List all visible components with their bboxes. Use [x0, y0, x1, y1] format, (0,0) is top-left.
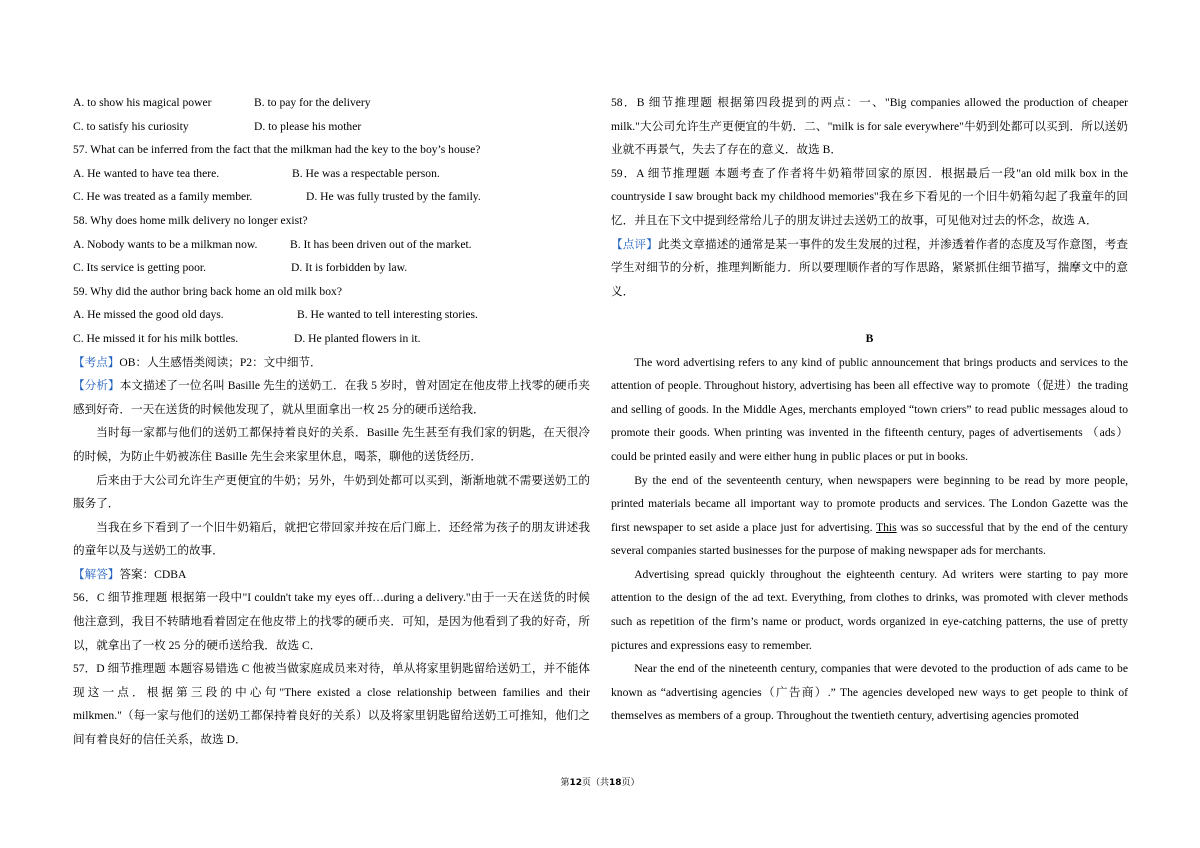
q58-option-a: A. Nobody wants to be a milkman now.: [73, 237, 258, 251]
q58-options-row-1: [73, 233, 590, 257]
q57-option-a: A. He wanted to have tea there.: [73, 166, 220, 180]
q56-option-d: D. to please his mother: [254, 119, 362, 133]
q56-option-c: C. to satisfy his curiosity: [73, 119, 189, 133]
fenxi-text: 本文描述了一位名叫 Basille 先生的送奶工．在我 5 岁时，曾对固定在他皮带上找零的硬币夹感到好奇．一天在送货的时候他发现了，就从里面拿出一枚 25 分的硬币送给我．: [73, 379, 590, 416]
dianping-tag: 【点评】: [611, 237, 659, 251]
answer-59: 59．A 细节推理题 本题考查了作者将牛奶箱带回家的原因．根据最后一段"an old milk box in the countryside I saw brought back my childhood memories"我在乡下看见的一个旧牛奶箱勾起了我童年的回忆．并且在下文中提到经常给儿子的朋友讲过去送奶工的故事，可见他对过去的怀念，故选 A．: [611, 166, 1128, 227]
right-column: [611, 91, 1128, 728]
footer-total-pages: 18: [609, 778, 622, 788]
fenxi-paragraph-3: 后来由于大公司允许生产更便宜的牛奶；另外，牛奶到处都可以买到，渐渐地就不需要送奶工的服务了．: [73, 473, 590, 511]
dianping-section: [611, 233, 1128, 304]
q57-option-b: B. He was a respectable person.: [292, 166, 440, 180]
q59-option-b: B. He wanted to tell interesting stories.: [297, 308, 478, 322]
q59-stem: 59. Why did the author bring back home an old milk box?: [73, 284, 342, 298]
passage-paragraph-3: Advertising spread quickly throughout the eighteenth century. Ad writers were starting to pay more attention to the design of the ad text. Everything, from clothes to drinks, was promoted with clever methods such as repetition of the firm’s name or product, words organized in eye-catching patterns, the use of pretty pictures and expressions easy to remember.: [611, 567, 1128, 652]
underlined-word: This: [875, 520, 897, 534]
jieda-tag: 【解答】: [73, 567, 120, 581]
q59-options-row-2: [73, 327, 590, 351]
q59-option-d: D. He planted flowers in it.: [294, 331, 421, 345]
jieda-text: 答案：CDBA: [119, 567, 187, 581]
left-column: [73, 91, 590, 752]
page-footer: [0, 775, 1200, 788]
kaodian-text: OB：人生感悟类阅读；P2：文中细节．: [119, 355, 322, 369]
fenxi-section: [73, 374, 590, 421]
q56-option-b: B. to pay for the delivery: [254, 96, 371, 109]
answer-58: 58．B 细节推理题 根据第四段提到的两点：一、"Big companies allowed the production of cheaper milk."大公司允许生产更便宜的牛奶．二、"milk is for sale everywhere"牛奶到处都可以买到．所以送奶业就不再景气，失去了存在的意义．故选 B．: [611, 96, 1128, 157]
q56-option-a: A. to show his magical power: [73, 96, 212, 109]
q57-option-c: C. He was treated as a family member.: [73, 190, 253, 204]
section-title: B: [865, 331, 874, 345]
q59-option-c: C. He missed it for his milk bottles.: [73, 331, 239, 345]
fenxi-paragraph-2: 当时每一家都与他们的送奶工都保持着良好的关系．Basille 先生甚至有我们家的钥匙，在天很冷的时候，为防止牛奶被冻住 Basille 先生会来家里休息，喝茶，聊他的送货经历．: [73, 426, 590, 463]
footer-page-number: 12: [569, 778, 582, 788]
passage-paragraph-2-after: was so successful that by the end of the century several companies started businesses for the purpose of making newspaper ads for merchants.: [611, 520, 1128, 558]
q57-option-d: D. He was fully trusted by the family.: [306, 190, 481, 204]
q59-option-a: A. He missed the good old days.: [73, 308, 224, 322]
answer-56: 56．C 细节推理题 根据第一段中"I couldn't take my eyes off…during a delivery."由于一天在送货的时候他注意到，我目不转睛地看着固定在他皮带上的找零的硬币夹．可知，是因为他看到了我的好奇，所以，就拿出了一枚 25 分的硬币送给我．故选 C．: [73, 591, 590, 652]
footer-suffix: 页）: [621, 778, 640, 788]
q56-options-row-2: [73, 115, 590, 139]
dianping-text: 此类文章描述的通常是某一事件的发生发展的过程，并渗透着作者的态度及写作意图，考查学生对细节的分析，推理判断能力．所以要理顺作者的写作思路，紧紧抓住细节描写，揣摩文中的意义．: [611, 237, 1128, 298]
q58-option-d: D. It is forbidden by law.: [291, 261, 408, 275]
q58-options-row-2: [73, 256, 590, 280]
passage-paragraph-2: [611, 469, 1128, 563]
footer-mid: 页（共: [581, 778, 609, 788]
passage-paragraph-4: Near the end of the nineteenth century, companies that were devoted to the production of ads came to be known as “advertising agencies（广告商）.” The agencies developed new ways to get people to think of themselves as members of a group. Throughout the twentieth century, advertising agencies promoted: [611, 662, 1128, 723]
fenxi-paragraph-4: 当我在乡下看到了一个旧牛奶箱后，就把它带回家并按在后门廊上．还经常为孩子的朋友讲述我的童年以及与送奶工的故事．: [73, 520, 590, 558]
q57-options-row-2: [73, 185, 590, 209]
kaodian-tag: 【考点】: [73, 355, 120, 369]
fenxi-tag: 【分析】: [73, 379, 120, 393]
answer-57: 57．D 细节推理题 本题容易错选 C 他被当做家庭成员来对待，单从将家里钥匙留给送奶工，并不能体现这一点．根据第三段的中心句"There existed a close relationship between families and their milkmen."（每一家与他们的送奶工都保持着良好的关系）以及将家里钥匙留给送奶工可推知，他们之间有着良好的信任关系，故选 D．: [73, 662, 590, 747]
q57-options-row-1: [73, 162, 590, 186]
footer-prefix: 第: [560, 778, 570, 788]
q58-option-c: C. Its service is getting poor.: [73, 261, 206, 275]
q58-stem: 58. Why does home milk delivery no longer exist?: [73, 213, 308, 227]
q56-options-row-1: [73, 91, 590, 115]
q58-option-b: B. It has been driven out of the market.: [290, 237, 472, 251]
jieda-section: [73, 563, 590, 587]
passage-paragraph-2-before: By the end of the seventeenth century, when newspapers were beginning to be read by more people, printed materials became all important way to promote products and services. The London Gazette was the first newspaper to set aside a place just for advertising.: [611, 473, 1128, 534]
kaodian-section: [73, 351, 590, 375]
q57-stem: 57. What can be inferred from the fact that the milkman had the key to the boy’s house?: [73, 143, 481, 157]
passage-paragraph-1: The word advertising refers to any kind of public announcement that brings products and services to the attention of people. Throughout history, advertising has been all effective way to promote（促进）the trading and selling of goods. In the Middle Ages, merchants employed “town criers” to read public messages aloud to promote their goods. When printing was invented in the fifteenth century, pages of advertisements （ads）could be printed easily and were either hung in public places or put in books.: [611, 355, 1128, 463]
q59-options-row-1: [73, 303, 590, 327]
